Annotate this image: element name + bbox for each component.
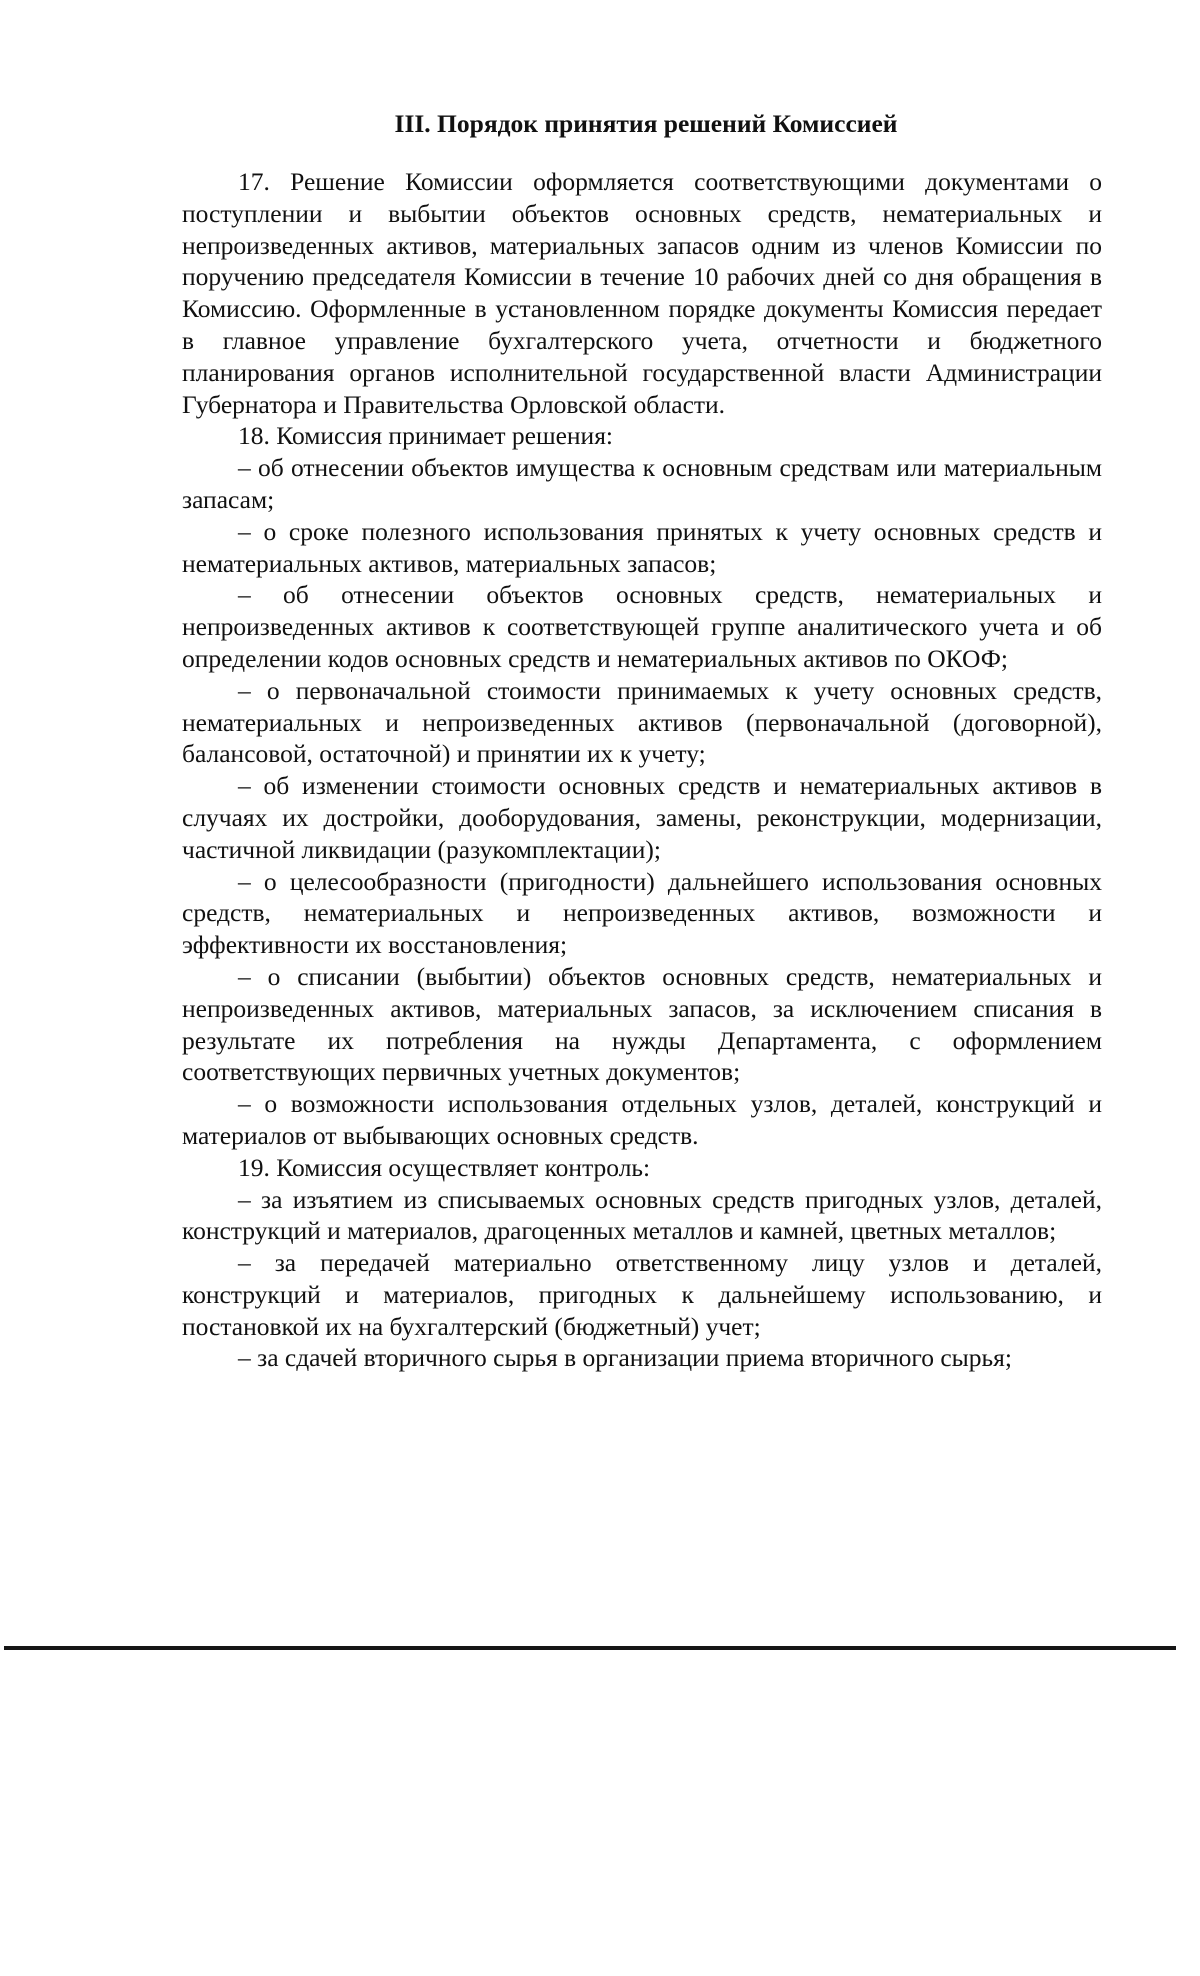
list-item: – об отнесении объектов основных средств, нематериальных и непроизведенных активов к соответствующей группе аналитического учета и об определении кодов основных средств и нематериальных активов по ОКОФ; [182, 580, 1102, 673]
scan-edge-line [4, 1646, 1176, 1650]
list-item: – об изменении стоимости основных средств и нематериальных активов в случаях их достройки, дооборудования, замены, реконструкции, модернизации, частичной ликвидации (разукомплектации); [182, 771, 1102, 864]
list-item: – о целесообразности (пригодности) дальнейшего использования основных средств, нематериальных и непроизведенных активов, возможности и эффективности их восстановления; [182, 866, 1102, 960]
list-item: – о списании (выбытии) объектов основных средств, нематериальных и непроизведенных активов, материальных запасов, за исключением списания в результате их потребления на нужды Департамента, с оформлением соответствующих первичных учетных документов; [182, 961, 1102, 1087]
list-item: – за изъятием из списываемых основных средств пригодных узлов, деталей, конструкций и материалов, драгоценных металлов и камней, цветных металлов; [182, 1184, 1102, 1246]
paragraph-19: 19. Комиссия осуществляет контроль: [238, 1152, 651, 1182]
paragraph-17: 17. Решение Комиссии оформляется соответствующими документами о поступлении и выбытии объектов основных средств, нематериальных и непроизведенных активов, материальных запасов одним из членов Комиссии по поручению председателя Комиссии в течение 10 рабочих дней со дня обращения в Комиссию. Оформленные в установленном порядке документы Комиссия передает в главное управление бухгалтерского учета, отчетности и бюджетного планирования органов исполнительной государственной власти Администрации Губернатора и Правительства Орловской области. [182, 167, 1102, 419]
list-item: – за сдачей вторичного сырья в организации приема вторичного сырья; [238, 1343, 1012, 1373]
section-heading: III. Порядок принятия решений Комиссией [394, 109, 898, 138]
list-item: – о первоначальной стоимости принимаемых к учету основных средств, нематериальных и непроизведенных активов (первоначальной (договорной), балансовой, остаточной) и принятии их к учету; [182, 675, 1102, 769]
list-item: – о возможности использования отдельных узлов, деталей, конструкций и материалов от выбывающих основных средств. [182, 1089, 1102, 1150]
list-item: – за передачей материально ответственному лицу узлов и деталей, конструкций и материалов, пригодных к дальнейшему использованию, и постановкой их на бухгалтерский (бюджетный) учет; [182, 1248, 1102, 1341]
list-item: – об отнесении объектов имущества к основным средствам или материальным запасам; [182, 453, 1102, 514]
list-item: – о сроке полезного использования принятых к учету основных средств и нематериальных активов, материальных запасов; [182, 516, 1102, 578]
paragraph-18: 18. Комиссия принимает решения: [238, 421, 614, 451]
document-page [182, 108, 1102, 1374]
